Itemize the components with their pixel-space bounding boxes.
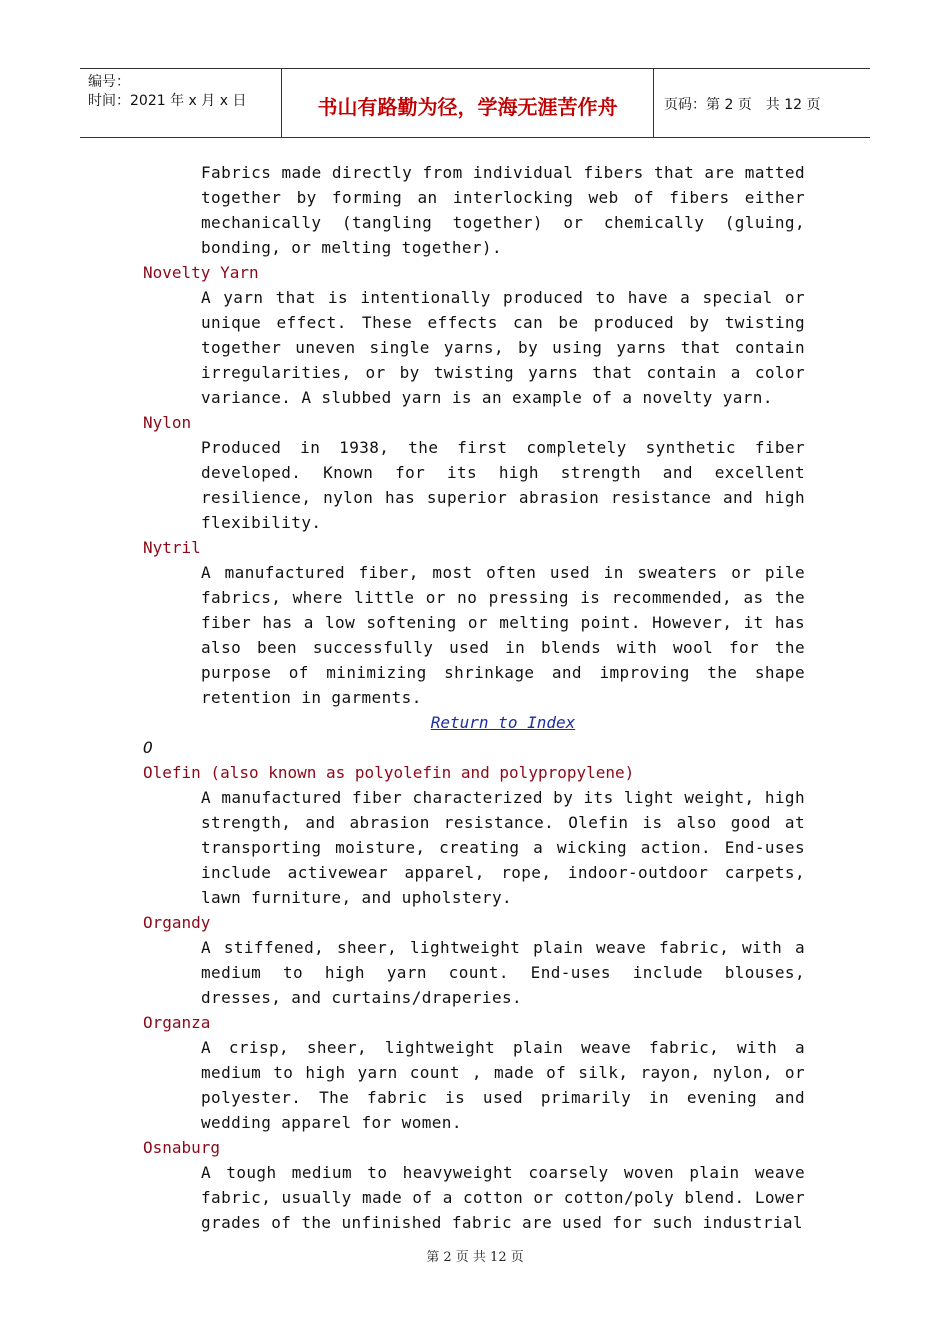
page-header <box>80 68 870 138</box>
term-organza: Organza <box>143 1013 211 1032</box>
term-organdy: Organdy <box>143 913 211 932</box>
term-osnaburg: Osnaburg <box>143 1138 221 1157</box>
header-motto: 书山有路勤为径，学海无涯苦作舟 <box>281 69 654 137</box>
page-footer: 第 2 页 共 12 页 <box>426 1250 524 1265</box>
header-meta <box>80 69 281 137</box>
header-page-info: 页码：第 2 页 共 12 页 <box>664 97 821 113</box>
term-novelty-yarn: Novelty Yarn <box>143 263 259 282</box>
return-link-row <box>201 710 805 735</box>
definition-nytril: A manufactured fiber, most often used in sweaters or pile fabrics, where little or no pressing is recommended, as the fiber has a low softening or melting point. However, it has also been successfully used in blends with wool for the purpose of minimizing shrinkage and improving the shape retention in garments. <box>201 563 805 707</box>
number-label: 编号： <box>88 74 130 90</box>
return-to-index-link[interactable]: Return to Index <box>430 713 576 732</box>
definition-organza: A crisp, sheer, lightweight plain weave fabric, with a medium to high yarn count , made of silk, rayon, nylon, or polyester. The fabric is used primarily in evening and wedding apparel for women. <box>201 1038 805 1132</box>
time-label: 时间：2021 年 x 月 x 日 <box>88 93 247 109</box>
glossary-content <box>143 160 805 1235</box>
definition-osnaburg: A tough medium to heavyweight coarsely woven plain weave fabric, usually made of a cotton or cotton/poly blend. Lower grades of the unfinished fabric are used for such industrial <box>201 1163 805 1232</box>
definition-organdy: A stiffened, sheer, lightweight plain weave fabric, with a medium to high yarn count. End-uses include blouses, dresses, and curtains/draperies. <box>201 938 805 1007</box>
term-nylon: Nylon <box>143 413 192 432</box>
term-nytril: Nytril <box>143 538 201 557</box>
term-olefin: Olefin (also known as polyolefin and polypropylene) <box>143 763 635 782</box>
intro-definition: Fabrics made directly from individual fibers that are matted together by forming an interlocking web of fibers either mechanically (tangling together) or chemically (gluing, bonding, or melting together). <box>201 163 805 257</box>
definition-novelty-yarn: A yarn that is intentionally produced to have a special or unique effect. These effects can be produced by twisting together uneven single yarns, by using yarns that contain irregularities, or by twisting yarns that contain a color variance. A slubbed yarn is an example of a novelty yarn. <box>201 288 805 407</box>
definition-nylon: Produced in 1938, the first completely synthetic fiber developed. Known for its high strength and excellent resilience, nylon has superior abrasion resistance and high flexibility. <box>201 438 805 532</box>
definition-olefin: A manufactured fiber characterized by its light weight, high strength, and abrasion resistance. Olefin is also good at transporting moisture, creating a wicking action. End-uses include activewear apparel, rope, indoor-outdoor carpets, lawn furniture, and upholstery. <box>201 788 805 907</box>
section-letter-o: O <box>143 738 153 757</box>
